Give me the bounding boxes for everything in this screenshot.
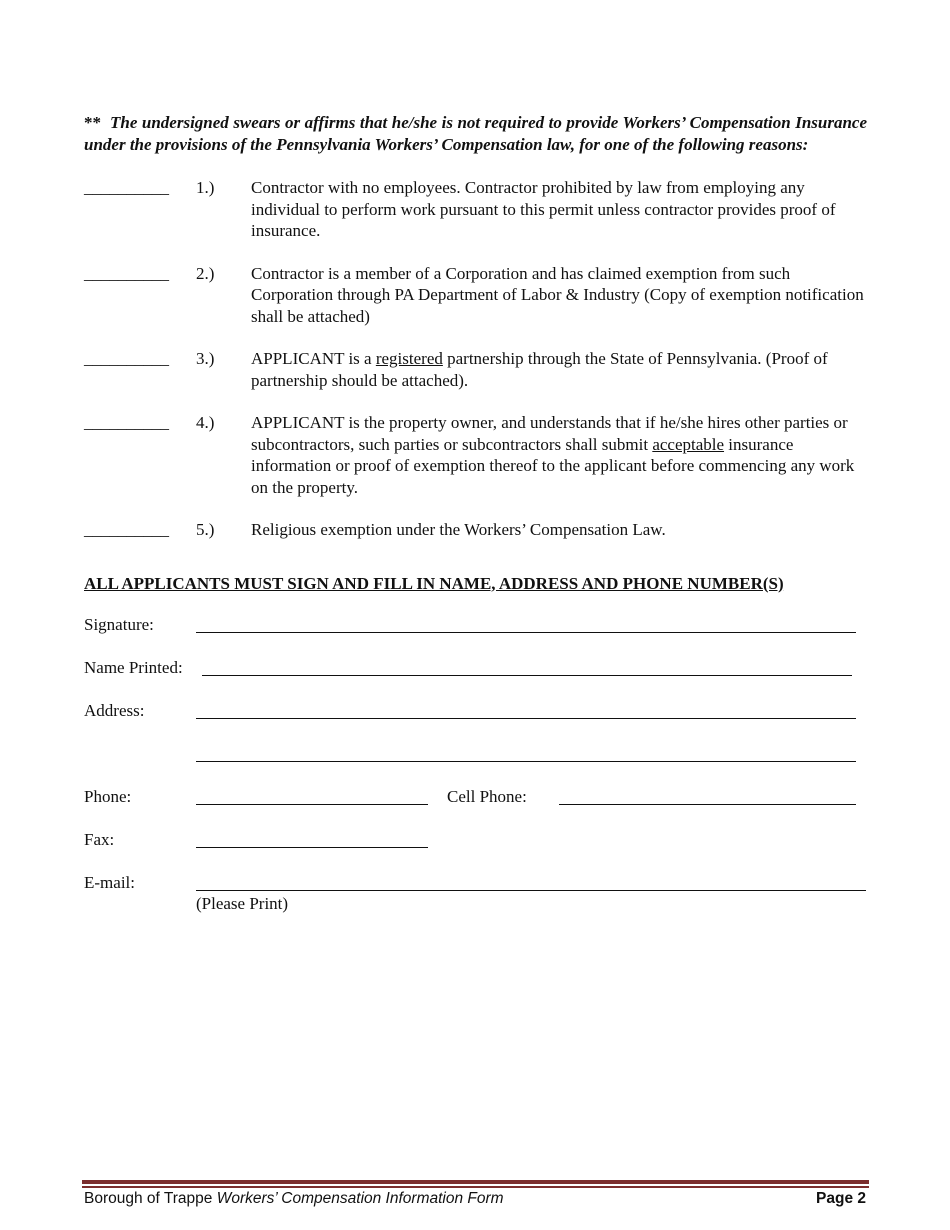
reason-text: Religious exemption under the Workers’ Compensation Law. (251, 520, 666, 539)
reason-item (84, 412, 867, 498)
address-label: Address: (84, 701, 145, 720)
phone-label: Phone: (84, 787, 132, 806)
signature-row (84, 614, 867, 657)
footer-title (84, 1190, 504, 1208)
reason-number: 2.) (196, 263, 215, 283)
underlined-word: registered (375, 349, 443, 368)
reason-check-blank[interactable]: __________ (84, 178, 169, 197)
reason-number: 5.) (196, 520, 215, 539)
reason-text: Contractor with no employees. Contractor prohibited by law from employing any individual to perform work pursuant to this permit unless contractor provides proof of insurance. (251, 178, 836, 240)
address-row (84, 700, 867, 743)
fax-field[interactable] (196, 847, 428, 848)
reason-number: 4.) (196, 413, 215, 432)
email-field[interactable] (196, 890, 866, 891)
reason-check-blank[interactable]: __________ (84, 520, 169, 539)
phone-field[interactable] (196, 804, 428, 805)
phone-row (84, 786, 867, 829)
page-number: Page 2 (816, 1190, 866, 1207)
reason-item (84, 519, 867, 541)
reason-check-blank[interactable]: __________ (84, 263, 169, 283)
applicants-heading: ALL APPLICANTS MUST SIGN AND FILL IN NAME, ADDRESS AND PHONE NUMBER(S) (84, 573, 784, 593)
intro-statement (84, 112, 867, 155)
intro-stars: ** (84, 113, 101, 132)
reasons-list (84, 177, 867, 541)
reason-item (84, 348, 867, 391)
signature-label: Signature: (84, 615, 154, 634)
email-label: E-mail: (84, 873, 135, 892)
name-printed-label: Name Printed: (84, 658, 183, 677)
cell-phone-label: Cell Phone: (447, 787, 527, 806)
fax-row (84, 829, 867, 872)
page-footer (84, 1190, 866, 1208)
reason-text: Contractor is a member of a Corporation and has claimed exemption from such Corporation through PA Department of Labor & Industry (Copy of exemption notification shall be attached) (251, 263, 864, 326)
reason-item (84, 263, 867, 328)
underlined-word: acceptable (652, 434, 725, 454)
please-print-note: (Please Print) (196, 894, 289, 913)
footer-org: Borough of Trappe (84, 1190, 217, 1207)
reason-check-blank[interactable]: __________ (84, 413, 169, 432)
reason-item (84, 177, 867, 242)
name-printed-field[interactable] (202, 675, 852, 676)
intro-text: The undersigned swears or affirms that he/she is not required to provide Workers’ Compensation Insurance under the provisions of the Pennsylvania Workers’ Compensation law, for one of the following reasons: (84, 113, 868, 154)
reason-text: APPLICANT is a registered partnership through the State of Pennsylvania. (Proof of partnership should be attached). (251, 349, 828, 390)
cell-phone-field[interactable] (559, 804, 856, 805)
address-field-line-1[interactable] (196, 718, 856, 719)
reason-check-blank[interactable]: __________ (84, 349, 169, 368)
reason-number: 1.) (196, 178, 215, 197)
reason-number: 3.) (196, 349, 215, 368)
email-row (84, 872, 867, 915)
address-field-line-2[interactable] (196, 761, 856, 762)
signature-field[interactable] (196, 632, 856, 633)
address-row-2 (84, 743, 867, 786)
footer-rule-thin (82, 1186, 869, 1188)
footer-doc-title: Workers’ Compensation Information Form (216, 1190, 504, 1207)
fax-label: Fax: (84, 830, 115, 849)
form-page (84, 112, 867, 915)
footer-rule-thick (82, 1180, 869, 1184)
name-printed-row (84, 657, 867, 700)
reason-text: APPLICANT is the property owner, and understands that if he/she hires other parties or subcontractors, such parties or subcontractors shall submit acceptable insurance information or proof of exemption thereof to the applicant before commencing any work on the property. (251, 413, 855, 497)
